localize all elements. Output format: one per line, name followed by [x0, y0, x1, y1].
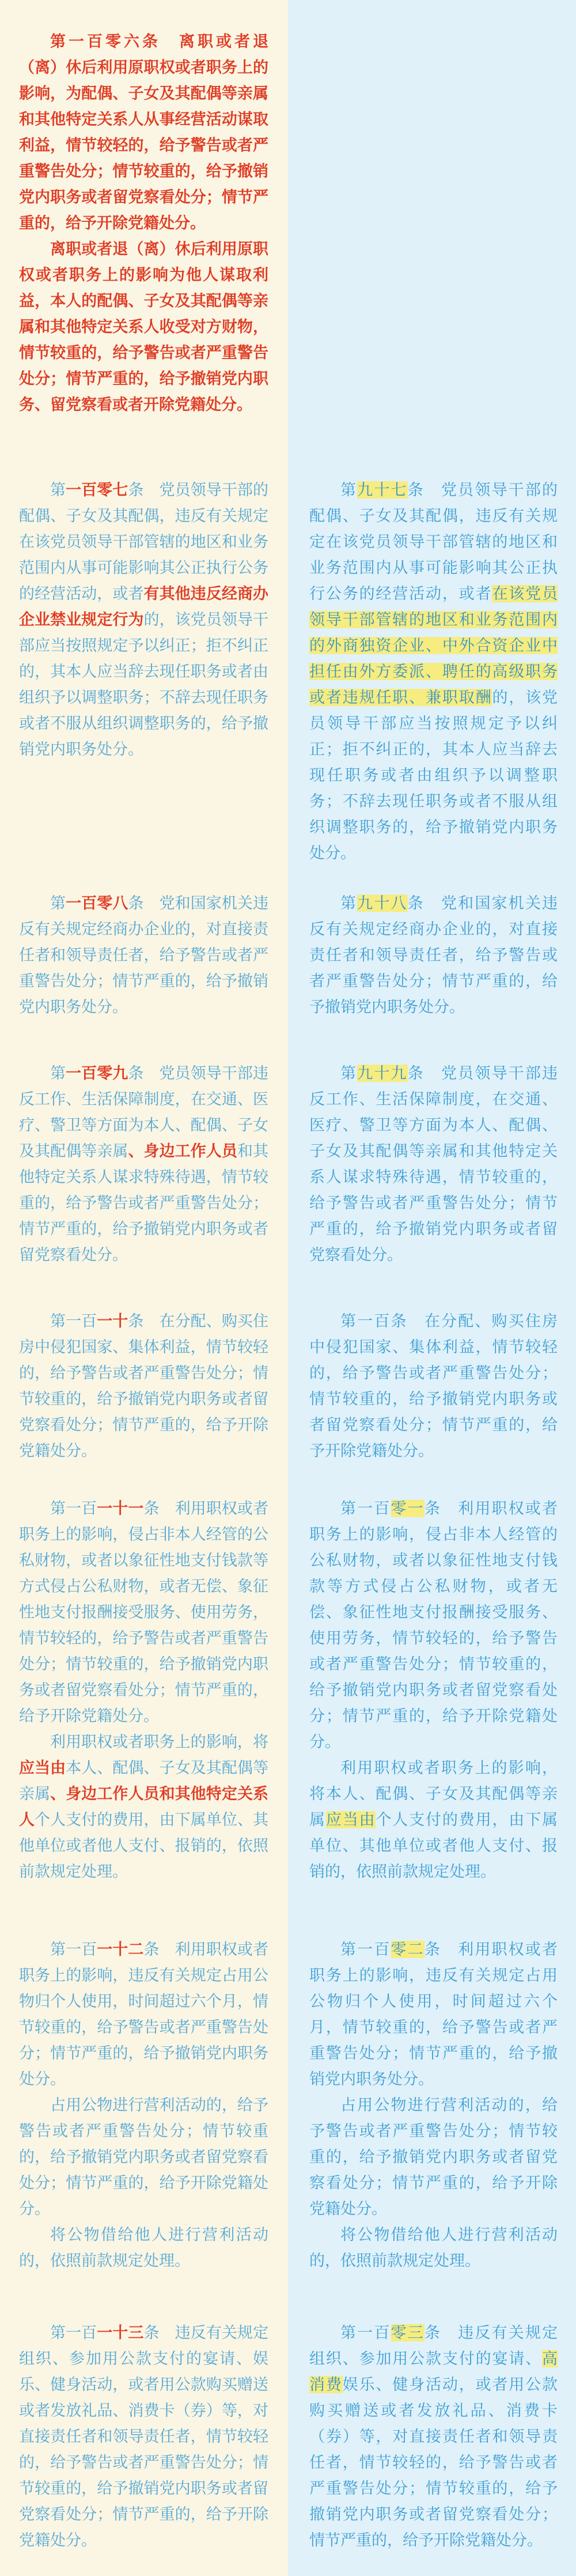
text-run-red: 、身边工作人员 — [128, 1142, 237, 1160]
text-run-blue: 第 — [340, 1065, 358, 1082]
text-run-hl: 九十八 — [357, 895, 408, 912]
text-run-blue: 条 党员领导干部违反工作、生活保障制度，在交通、医疗、警卫等方面为本人、配偶、子女及其配偶等亲属和其他特定关系人谋求特殊待遇，情节较重的，给予警告或者严重警告处分；情节严重的，给予撤销党内职务或者留党察看处分。 — [309, 1065, 558, 1264]
paragraph — [19, 1729, 268, 1885]
text-run-red: 一十二 — [97, 1941, 144, 1958]
text-run-red: 、身边工作人员和其他特定关系人 — [19, 1785, 269, 1828]
paragraph — [19, 1308, 268, 1464]
text-run-blue: 的，该党员领导干部应当按照规定予以纠正；拒不纠正的，其本人应当辞去现任职务或者由组织予以调整职务；不辞去现任职务或者不服从组织调整职务的，给予撤销党内职务处分。 — [19, 611, 269, 758]
text-run-red: 第一百零六条 离职或者退（离）休后利用原职权或者职务上的影响，为配偶、子女及其配偶等亲属和其他特定关系人从事经营活动谋取利益，情节较轻的，给予警告或者严重警告处分；情节较重的，给予撤销党内职务或者留党察看处分；情节严重的，给予开除党籍处分。 — [19, 33, 268, 232]
text-run-red: 一百零九 — [66, 1065, 128, 1082]
text-run-hl: 零三 — [391, 2324, 425, 2341]
article-101 — [309, 1496, 558, 1885]
text-run-red: 一十 — [97, 1312, 128, 1330]
paragraph — [19, 1496, 268, 1729]
article-106 — [19, 29, 268, 418]
text-run-blue: 占用公物进行营利活动的，给予警告或者严重警告处分；情节较重的，给予撤销党内职务或者留党察看处分；情节严重的，给予开除党籍处分。 — [309, 2096, 558, 2217]
article-108 — [19, 891, 268, 1020]
text-run-hl: 在该党员领导干部管辖的地区和业务范围内的外商独资企业、中外合资企业中担任由外方委派、聘任的高级职务或者违规任职、兼职取酬 — [309, 585, 558, 706]
text-run-blue: 第一百 — [340, 1941, 391, 1958]
text-run-blue: 条 违反有关规定组织、参加用公款支付的宴请、 — [309, 2324, 558, 2367]
text-run-blue: 第一百条 在分配、购买住房中侵犯国家、集体利益，情节较轻的，给予警告或者严重警告处分；情节较重的，给予撤销党内职务或者留党察看处分；情节严重的，给予开除党籍处分。 — [309, 1312, 558, 1459]
text-run-blue: 条 党和国家机关违反有关规定经商办企业的，对直接责任者和领导责任者，给予警告或者严重警告处分；情节严重的，给予撤销党内职务处分。 — [19, 895, 269, 1016]
paragraph — [309, 1308, 558, 1464]
text-run-red: 有其他违反经商办企业禁业规定行为 — [19, 585, 269, 628]
text-run-blue: 个人支付的费用，由下属单位、其他单位或者他人支付、报销的，依照前款规定处理。 — [19, 1811, 269, 1880]
text-run-hl: 高消费 — [309, 2350, 558, 2393]
article-99 — [309, 1061, 558, 1268]
text-run-blue: 个人支付的费用，由下属单位、其他单位或者他人支付、报销的，依照前款规定处理。 — [309, 1811, 558, 1880]
article-97 — [309, 477, 558, 866]
article-107 — [19, 477, 268, 763]
text-run-blue: 条 党员领导干部的配偶、子女及其配偶，违反有关规定在该党员领导干部管辖的地区和业务范围内从事可能影响其公正执行公务的经营活动，或者 — [309, 481, 558, 602]
article-98 — [309, 891, 558, 1020]
text-run-hl: 零一 — [391, 1500, 425, 1517]
paragraph — [19, 1061, 268, 1268]
article-102 — [309, 1937, 558, 2274]
text-run-red: 一百零八 — [66, 895, 128, 912]
text-run-red: 离职或者退（离）休后利用原职权或者职务上的影响为他人谋取利益，本人的配偶、子女及其配偶等亲属和其他特定关系人收受对方财物，情节较重的，给予警告或者严重警告处分；情节严重的，给予撤销党内职务、留党察看或者开除党籍处分。 — [19, 240, 268, 413]
text-run-blue: 第一百 — [50, 2324, 97, 2341]
text-run-blue: 第 — [50, 1065, 66, 1082]
text-run-blue: 条 违反有关规定组织、参加用公款支付的宴请、娱乐、健身活动，或者用公款购买赠送或者发放礼品、消费卡（券）等，对直接责任者和领导责任者，情节较轻的，给予警告或者严重警告处分；情节较重的，给予撤销党内职务或者留党察看处分；情节严重的，给予开除党籍处分。 — [19, 2324, 269, 2549]
paragraph — [309, 1755, 558, 1885]
text-run-hl: 应当由 — [325, 1811, 376, 1828]
text-run-blue: 条 党和国家机关违反有关规定经商办企业的，对直接责任者和领导责任者，给予警告或者严重警告处分；情节严重的，给予撤销党内职务处分。 — [309, 895, 558, 1016]
text-run-red: 一百零七 — [66, 481, 128, 499]
paragraph — [309, 477, 558, 866]
text-run-blue: 条 利用职权或者职务上的影响，违反有关规定占用公物归个人使用，时间超过六个月，情节较重的，给予警告或者严重警告处分；情节严重的，给予撤销党内职务处分。 — [309, 1941, 558, 2088]
text-run-red: 一十三 — [97, 2324, 144, 2341]
text-run-blue: 将公物借给他人进行营利活动的，依照前款规定处理。 — [19, 2226, 268, 2269]
text-run-blue: 利用职权或者职务上的影响，将本人、配偶、子女及其配偶等亲属 — [309, 1759, 558, 1828]
paragraph — [19, 891, 268, 1020]
text-run-blue: 第一百 — [340, 1500, 391, 1517]
text-run-blue: 第一百 — [50, 1500, 97, 1517]
text-run-blue: 第 — [50, 895, 66, 912]
paragraph — [309, 891, 558, 1020]
paragraph — [309, 2222, 558, 2274]
text-run-blue: 本人、配偶、子女及其配偶等亲属 — [19, 1759, 269, 1802]
text-run-blue: 娱乐、健身活动，或者用公款购买赠送或者发放礼品、消费卡（券）等，对直接责任者和领导责任者，情节较轻的，给予警告或者严重警告处分；情节较重的，给予撤销党内职务或者留党察看处分；情节严重的，给予开除党籍处分。 — [309, 2376, 558, 2549]
text-run-blue: 占用公物进行营利活动的，给予警告或者严重警告处分；情节较重的，给予撤销党内职务或者留党察看处分；情节严重的，给予开除党籍处分。 — [19, 2096, 268, 2217]
paragraph — [309, 1937, 558, 2092]
text-run-blue: 条 利用职权或者职务上的影响，侵占非本人经管的公私财物，或者以象征性地支付钱款等方式侵占公私财物，或者无偿、象征性地支付报酬接受服务、使用劳务，情节较轻的，给予警告或者严重警告处分；情节较重的，给予撤销党内职务或者留党察看处分；情节严重的，给予开除党籍处分。 — [19, 1500, 269, 1725]
text-run-blue: 将公物借给他人进行营利活动的，依照前款规定处理。 — [309, 2226, 558, 2269]
text-run-blue: 条 利用职权或者职务上的影响，违反有关规定占用公物归个人使用，时间超过六个月，情节较重的，给予警告或者严重警告处分；情节严重的，给予撤销党内职务处分。 — [19, 1941, 269, 2088]
text-run-hl: 九十九 — [357, 1065, 408, 1082]
paragraph — [19, 2092, 268, 2222]
text-run-blue: 第 — [340, 895, 358, 912]
text-run-hl: 九十七 — [357, 481, 408, 499]
text-run-blue: 第一百 — [50, 1941, 97, 1958]
text-run-blue: 和其他特定关系人谋求特殊待遇，情节较重的，给予警告或者严重警告处分；情节严重的，给予撤销党内职务或者留党察看处分。 — [19, 1142, 269, 1264]
text-run-blue: 第一百 — [340, 2324, 391, 2341]
paragraph — [309, 1061, 558, 1268]
text-run-blue: 第一百 — [50, 1312, 97, 1330]
text-run-blue: 第 — [340, 481, 358, 499]
text-run-red: 应当由 — [19, 1759, 66, 1777]
paragraph — [309, 2320, 558, 2554]
text-run-red: 一十一 — [97, 1500, 144, 1517]
paragraph — [19, 236, 268, 418]
paragraph — [309, 1496, 558, 1755]
right-column-old-regulation — [288, 0, 576, 2576]
paragraph — [19, 477, 268, 763]
article-112 — [19, 1937, 268, 2274]
article-100 — [309, 1308, 558, 1464]
paragraph — [19, 2222, 268, 2274]
text-run-blue: 条 党员领导干部的配偶、子女及其配偶，违反有关规定在该党员领导干部管辖的地区和业务范围内从事可能影响其公正执行公务的经营活动，或者 — [19, 481, 269, 602]
text-run-blue: 利用职权或者职务上的影响，将 — [50, 1733, 268, 1751]
paragraph — [19, 1937, 268, 2092]
article-110 — [19, 1308, 268, 1464]
text-run-blue: 第 — [50, 481, 66, 499]
paragraph — [19, 29, 268, 236]
text-run-hl: 零二 — [391, 1941, 425, 1958]
text-run-blue: 条 在分配、购买住房中侵犯国家、集体利益，情节较轻的，给予警告或者严重警告处分；情节较重的，给予撤销党内职务或者留党察看处分；情节严重的，给予开除党籍处分。 — [19, 1312, 269, 1459]
article-111 — [19, 1496, 268, 1885]
text-run-blue: 条 党员领导干部违反工作、生活保障制度，在交通、医疗、警卫等方面为本人、配偶、子女及其配偶等亲属 — [19, 1065, 269, 1160]
paragraph — [19, 2320, 268, 2554]
article-113 — [19, 2320, 268, 2554]
paragraph — [309, 2092, 558, 2222]
article-109 — [19, 1061, 268, 1268]
article-103 — [309, 2320, 558, 2554]
text-run-blue: 的，该党员领导干部应当按照规定予以纠正；拒不纠正的，其本人应当辞去现任职务或者由组织予以调整职务；不辞去现任职务或者不服从组织调整职务的，给予撤销党内职务处分。 — [309, 689, 558, 862]
text-run-blue: 条 利用职权或者职务上的影响，侵占非本人经管的公私财物，或者以象征性地支付钱款等方式侵占公私财物，或者无偿、象征性地支付报酬接受服务、使用劳务，情节较轻的，给予警告或者严重警告处分；情节较重的，给予撤销党内职务或者留党察看处分；情节严重的，给予开除党籍处分。 — [309, 1500, 558, 1751]
